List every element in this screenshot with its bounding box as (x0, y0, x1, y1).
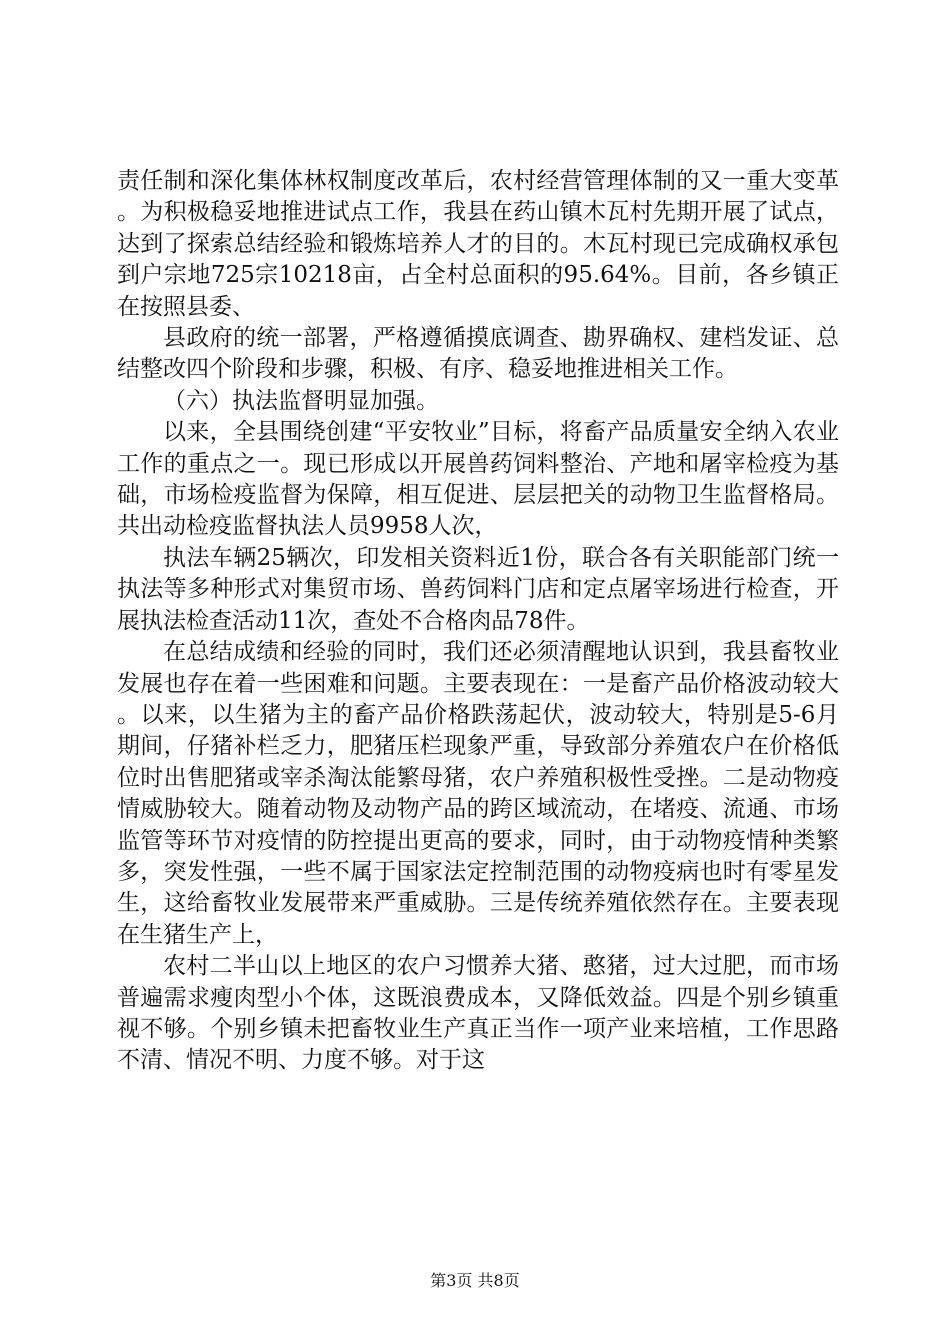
page-number-footer: 第3页 共8页 (430, 1271, 520, 1290)
paragraph-2: 县政府的统一部署，严格遵循摸底调查、勘界确权、建档发证、总结整改四个阶段和步骤，积极、有序、稳妥地推进相关工作。 (117, 325, 839, 383)
paragraph-5: 在总结成绩和经验的同时，我们还必须清醒地认识到，我县畜牧业发展也存在着一些困难和问题。主要表现在：一是畜产品价格波动较大。以来，以生猪为主的畜产品价格跌荡起伏，波动较大，特别是5-6月期间，仔猪补栏乏力，肥猪压栏现象严重，导致部分养殖农户在价格低位时出售肥猪或宰杀淘汰能繁母猪，农户养殖积极性受挫。二是动物疫情威胁较大。随着动物及动物产品的跨区域流动，在堵疫、流通、市场监管等环节对疫情的防控提出更高的要求，同时，由于动物疫情种类繁多，突发性强，一些不属于国家法定控制范围的动物疫病也时有零星发生，这给畜牧业发展带来严重威胁。三是传统养殖依然存在。主要表现在生猪生产上， (117, 639, 839, 948)
paragraph-3: 以来，全县围绕创建“平安牧业”目标，将畜产品质量安全纳入农业工作的重点之一。现已形成以开展兽药饲料整治、产地和屠宰检疫为基础，市场检疫监督为保障，相互促进、层层把关的动物卫生监督格局。共出动检疫监督执法人员9958人次， (117, 419, 839, 540)
paragraph-1: 责任制和深化集体林权制度改革后，农村经营管理体制的又一重大变革。为积极稳妥地推进试点工作，我县在药山镇木瓦村先期开展了试点，达到了探索总结经验和锻炼培养人才的目的。木瓦村现已完成确权承包到户宗地725宗10218亩，占全村总面积的95.64%。目前，各乡镇正在按照县委、 (117, 168, 839, 320)
document-body (117, 166, 839, 1077)
paragraph-4: 执法车辆25辆次，印发相关资料近1份，联合各有关职能部门统一执法等多种形式对集贸市场、兽药饲料门店和定点屠宰场进行检查，开展执法检查活动11次，查处不合格肉品78件。 (117, 544, 839, 634)
section-heading-6: （六）执法监督明显加强。 (163, 387, 439, 414)
paragraph-6: 农村二半山以上地区的农户习惯养大猪、憨猪，过大过肥，而市场普遍需求瘦肉型小个体，这既浪费成本，又降低效益。四是个别乡镇重视不够。个别乡镇未把畜牧业生产真正当作一项产业来培植，工作思路不清、情况不明、力度不够。对于这 (117, 953, 839, 1074)
